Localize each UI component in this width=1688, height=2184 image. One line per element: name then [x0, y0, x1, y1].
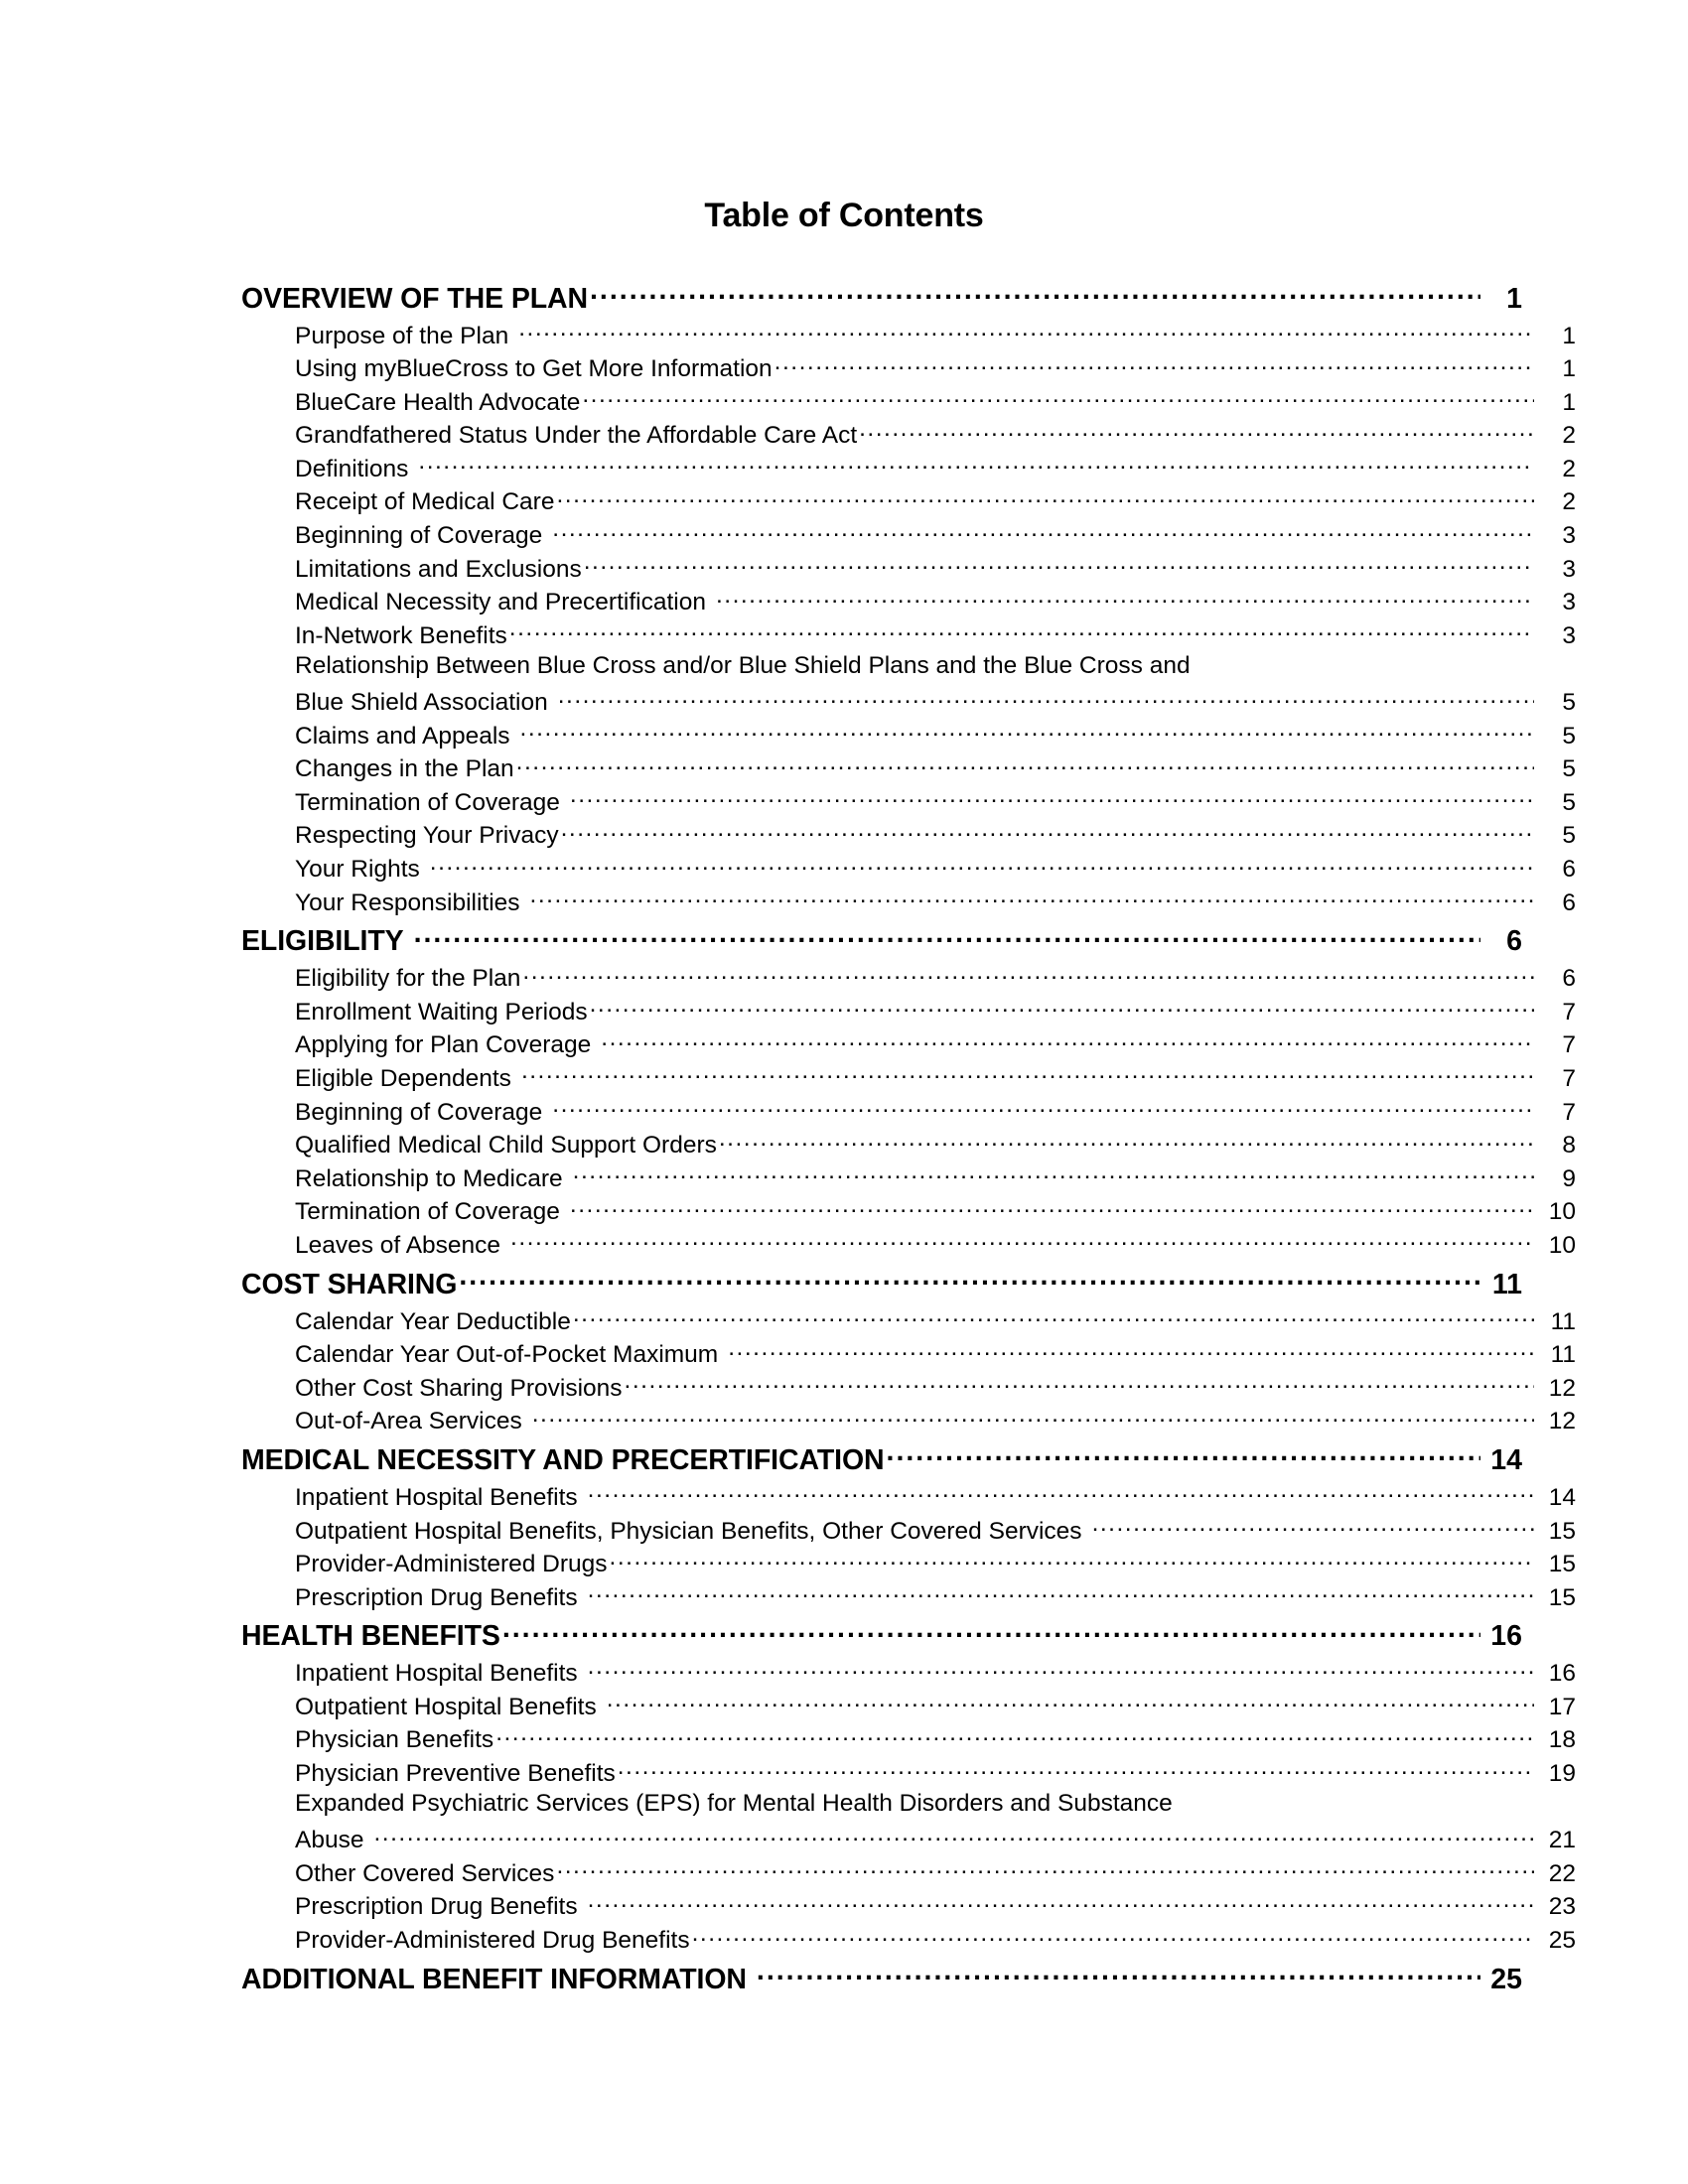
toc-entry-label: Limitations and Exclusions	[295, 555, 582, 583]
toc-entry-label: BlueCare Health Advocate	[295, 388, 581, 416]
toc-page-number: 15	[1548, 1583, 1576, 1611]
toc-entry-row[interactable]	[241, 1514, 1576, 1548]
toc-entry-row[interactable]	[241, 1228, 1576, 1262]
toc-entry-row[interactable]	[241, 1690, 1576, 1723]
toc-entry-label: Grandfathered Status Under the Affordable Care Act	[295, 422, 858, 450]
toc-entry-label: Definitions	[295, 455, 409, 482]
toc-page-number: 6	[1562, 856, 1576, 883]
toc-entry-label: Purpose of the Plan	[295, 322, 509, 349]
dot-leader	[588, 1657, 1534, 1682]
toc-page-number: 22	[1548, 1859, 1576, 1887]
toc-entry-row[interactable]	[241, 1856, 1576, 1890]
toc-entry-row[interactable]	[241, 853, 1576, 887]
toc-entry-label: Prescription Drug Benefits	[295, 1893, 578, 1921]
toc-heading-row[interactable]	[241, 1617, 1522, 1655]
toc-entry-row[interactable]	[241, 1405, 1576, 1438]
toc-entry-label: Beginning of Coverage	[295, 522, 543, 550]
toc-page-number: 10	[1548, 1231, 1576, 1259]
toc-entry-row[interactable]	[241, 752, 1576, 786]
dot-leader	[495, 1723, 1534, 1748]
toc-entry-row[interactable]	[241, 785, 1576, 819]
toc-entry-label: Beginning of Coverage	[295, 1098, 543, 1126]
toc-entry-label: Calendar Year Out-of-Pocket Maximum	[295, 1341, 719, 1369]
toc-entry-label: Changes in the Plan	[295, 755, 514, 783]
dot-leader	[522, 962, 1534, 987]
toc-page-number: 1	[1506, 282, 1522, 315]
toc-entry-label: Calendar Year Deductible	[295, 1307, 571, 1335]
toc-page-number: 15	[1548, 1551, 1576, 1578]
dot-leader	[774, 352, 1534, 377]
toc-page-number: 12	[1548, 1374, 1576, 1402]
toc-heading-row[interactable]	[241, 1440, 1522, 1478]
toc-entry-label: Medical Necessity and Precertification	[295, 589, 706, 616]
toc-entry-label: Inpatient Hospital Benefits	[295, 1660, 578, 1688]
toc-entry-row[interactable]	[241, 1195, 1576, 1229]
dot-leader	[692, 1924, 1534, 1949]
toc-entry-label: Respecting Your Privacy	[295, 822, 559, 850]
toc-page-number: 7	[1562, 1031, 1576, 1059]
dot-leader	[532, 1405, 1534, 1430]
toc-entry-label: Provider-Administered Drugs	[295, 1551, 608, 1578]
dot-leader	[521, 1061, 1534, 1086]
toc-page-number: 10	[1548, 1198, 1576, 1226]
toc-entry-row[interactable]	[241, 452, 1576, 485]
toc-page-number: 11	[1550, 1341, 1576, 1369]
dot-leader	[607, 1690, 1534, 1714]
toc-page-number: 7	[1562, 998, 1576, 1025]
toc-entry-label: Physician Benefits	[295, 1726, 494, 1754]
dot-leader	[570, 1195, 1534, 1220]
toc-page-number: 11	[1550, 1307, 1576, 1335]
toc-entry-row[interactable]	[241, 1723, 1576, 1757]
toc-entry-row[interactable]	[241, 618, 1576, 652]
page-title: Table of Contents	[704, 197, 984, 234]
toc-entry-label: HEALTH BENEFITS	[241, 1620, 500, 1653]
dot-leader	[728, 1338, 1534, 1363]
toc-entry-label: OVERVIEW OF THE PLAN	[241, 282, 589, 315]
toc-entry-row[interactable]	[241, 1924, 1576, 1958]
toc-page-number: 21	[1548, 1827, 1576, 1854]
toc-entry-row[interactable]	[241, 886, 1576, 919]
toc-entry-row[interactable]	[241, 1161, 1576, 1195]
toc-page-number: 9	[1562, 1164, 1576, 1192]
toc-page-number: 7	[1562, 1098, 1576, 1126]
toc-entry-row[interactable]	[241, 719, 1576, 752]
toc-entry-label: Leaves of Absence	[295, 1231, 501, 1259]
toc-entry-label: Abuse	[295, 1827, 364, 1854]
toc-entry-label: Your Responsibilities	[295, 888, 520, 916]
toc-entry-row[interactable]	[241, 1338, 1576, 1372]
toc-entry-label: Using myBlueCross to Get More Information	[295, 355, 773, 383]
toc-entry-row[interactable]	[241, 519, 1576, 553]
toc-entry-row[interactable]	[241, 552, 1576, 586]
toc-page-number: 16	[1490, 1620, 1522, 1653]
toc-page-number: 12	[1548, 1408, 1576, 1435]
toc-entry-label: Other Cost Sharing Provisions	[295, 1374, 623, 1402]
dot-leader	[588, 1580, 1534, 1605]
dot-leader	[716, 586, 1534, 611]
toc-page-number: 6	[1562, 965, 1576, 993]
dot-leader	[590, 995, 1534, 1020]
toc-entry-label: Outpatient Hospital Benefits	[295, 1693, 597, 1720]
toc-page-number: 18	[1548, 1726, 1576, 1754]
dot-leader	[887, 1440, 1480, 1469]
toc-page-number: 14	[1548, 1483, 1576, 1511]
toc-heading-row[interactable]	[241, 279, 1522, 317]
toc-page-number: 3	[1562, 589, 1576, 616]
toc-heading-row[interactable]	[241, 922, 1522, 960]
dot-leader	[556, 485, 1534, 510]
toc-entry-row[interactable]	[241, 1129, 1576, 1162]
toc-entry-row[interactable]	[241, 1028, 1576, 1062]
toc-entry-label: Claims and Appeals	[295, 722, 510, 750]
toc-entry-row[interactable]	[241, 352, 1576, 386]
dot-leader	[552, 519, 1534, 544]
dot-leader	[757, 1960, 1480, 1988]
toc-entry-label: Receipt of Medical Care	[295, 488, 555, 516]
toc-page-number: 5	[1562, 822, 1576, 850]
dot-leader	[719, 1129, 1534, 1154]
dot-leader	[573, 1304, 1534, 1329]
toc-heading-row[interactable]	[241, 1960, 1522, 1997]
dot-leader	[573, 1161, 1534, 1186]
dot-leader	[610, 1548, 1534, 1572]
toc-page-number: 25	[1548, 1927, 1576, 1955]
toc-entry-label: Eligible Dependents	[295, 1064, 511, 1092]
toc-page-number: 2	[1562, 422, 1576, 450]
toc-entry-label: Termination of Coverage	[295, 788, 560, 816]
dot-leader	[459, 1265, 1480, 1294]
toc-page-number: 3	[1562, 555, 1576, 583]
toc-entry-row[interactable]	[241, 962, 1576, 996]
dot-leader	[590, 279, 1480, 308]
toc-entry-label: Applying for Plan Coverage	[295, 1031, 592, 1059]
toc-page-number: 6	[1506, 925, 1522, 958]
toc-page-number: 5	[1562, 722, 1576, 750]
dot-leader	[618, 1757, 1534, 1782]
toc-entry-row[interactable]	[241, 1824, 1576, 1857]
toc-page-number: 1	[1562, 322, 1576, 349]
toc-entry-label: Physician Preventive Benefits	[295, 1760, 616, 1788]
toc-entry-label: Prescription Drug Benefits	[295, 1583, 578, 1611]
toc-page-number: 1	[1562, 388, 1576, 416]
dot-leader	[510, 1228, 1534, 1253]
toc-page-number: 8	[1562, 1132, 1576, 1160]
toc-page-number: 3	[1562, 522, 1576, 550]
dot-leader	[859, 419, 1534, 444]
toc-page-number: 25	[1490, 1963, 1522, 1995]
toc-page-number: 2	[1562, 488, 1576, 516]
toc-page-number: 2	[1562, 455, 1576, 482]
toc-entry-row[interactable]	[241, 995, 1576, 1028]
toc-entry-row[interactable]	[241, 319, 1576, 352]
toc-entry-label: Termination of Coverage	[295, 1198, 560, 1226]
dot-leader	[561, 819, 1534, 844]
toc-entry-label: Out-of-Area Services	[295, 1408, 522, 1435]
dot-leader	[418, 452, 1534, 477]
toc-entry-label: Inpatient Hospital Benefits	[295, 1483, 578, 1511]
toc-page-number: 11	[1491, 1268, 1522, 1300]
dot-leader	[430, 853, 1534, 878]
toc-entry-row[interactable]	[241, 686, 1576, 720]
toc-entry-label: ELIGIBILITY	[241, 925, 404, 958]
toc-entry-label: COST SHARING	[241, 1268, 458, 1300]
toc-entry-row[interactable]	[241, 1757, 1576, 1791]
table-of-contents-list	[241, 276, 1576, 1999]
toc-entry-label: Relationship to Medicare	[295, 1164, 563, 1192]
toc-page-number: 14	[1490, 1443, 1522, 1476]
toc-entry-row[interactable]	[241, 419, 1576, 453]
toc-entry-row[interactable]	[241, 385, 1576, 419]
toc-entry-row[interactable]	[241, 1790, 1576, 1824]
toc-entry-label: Other Covered Services	[295, 1859, 555, 1887]
dot-leader	[414, 922, 1480, 951]
dot-leader	[1092, 1514, 1534, 1539]
dot-leader	[530, 886, 1534, 910]
dot-leader	[502, 1617, 1480, 1646]
toc-page-number: 5	[1562, 788, 1576, 816]
dot-leader	[558, 686, 1534, 711]
toc-entry-row[interactable]	[241, 1480, 1576, 1514]
toc-entry-label: Qualified Medical Child Support Orders	[295, 1132, 717, 1160]
toc-entry-label: Eligibility for the Plan	[295, 965, 521, 993]
toc-page-number: 1	[1562, 355, 1576, 383]
toc-page-number: 3	[1562, 621, 1576, 649]
toc-page-number: 5	[1562, 689, 1576, 717]
toc-entry-label: Enrollment Waiting Periods	[295, 998, 588, 1025]
toc-heading-row[interactable]	[241, 1265, 1522, 1302]
toc-page-number: 23	[1548, 1893, 1576, 1921]
dot-leader	[588, 1480, 1534, 1505]
toc-entry-label: ADDITIONAL BENEFIT INFORMATION	[241, 1963, 747, 1995]
toc-page-number: 17	[1548, 1693, 1576, 1720]
dot-leader	[584, 552, 1534, 577]
toc-entry-label: Outpatient Hospital Benefits, Physician Benefits, Other Covered Services	[295, 1517, 1082, 1545]
toc-entry-label: Blue Shield Association	[295, 689, 548, 717]
dot-leader	[588, 1890, 1534, 1915]
toc-entry-label: Relationship Between Blue Cross and/or Blue Shield Plans and the Blue Cross and	[295, 651, 1191, 679]
toc-entry-label: Expanded Psychiatric Services (EPS) for Mental Health Disorders and Substance	[295, 1790, 1173, 1818]
dot-leader	[518, 319, 1534, 343]
toc-page-number: 7	[1562, 1064, 1576, 1092]
dot-leader	[516, 752, 1534, 777]
toc-entry-row[interactable]	[241, 485, 1576, 519]
toc-entry-row[interactable]	[241, 1548, 1576, 1581]
toc-entry-row[interactable]	[241, 1061, 1576, 1095]
toc-page-number: 5	[1562, 755, 1576, 783]
toc-entry-row[interactable]	[241, 1304, 1576, 1338]
toc-entry-label: MEDICAL NECESSITY AND PRECERTIFICATION	[241, 1443, 885, 1476]
toc-entry-row[interactable]	[241, 1580, 1576, 1614]
toc-entry-row[interactable]	[241, 1095, 1576, 1129]
dot-leader	[582, 385, 1534, 410]
dot-leader	[625, 1371, 1534, 1396]
toc-entry-label: Provider-Administered Drug Benefits	[295, 1927, 690, 1955]
dot-leader	[520, 719, 1534, 744]
toc-entry-row[interactable]	[241, 586, 1576, 619]
toc-page-number: 19	[1548, 1760, 1576, 1788]
toc-entry-row[interactable]	[241, 819, 1576, 853]
toc-page-number: 15	[1548, 1517, 1576, 1545]
toc-entry-row[interactable]	[241, 1371, 1576, 1405]
toc-entry-row[interactable]	[241, 1890, 1576, 1924]
dot-leader	[556, 1856, 1534, 1881]
dot-leader	[570, 785, 1534, 810]
dot-leader	[552, 1095, 1534, 1120]
toc-page-number: 6	[1562, 888, 1576, 916]
dot-leader	[509, 618, 1534, 643]
dot-leader	[601, 1028, 1534, 1053]
dot-leader	[373, 1824, 1534, 1848]
toc-entry-row[interactable]	[241, 652, 1576, 686]
toc-entry-label: In-Network Benefits	[295, 621, 507, 649]
toc-entry-row[interactable]	[241, 1657, 1576, 1691]
toc-entry-label: Your Rights	[295, 856, 420, 883]
toc-page-number: 16	[1548, 1660, 1576, 1688]
